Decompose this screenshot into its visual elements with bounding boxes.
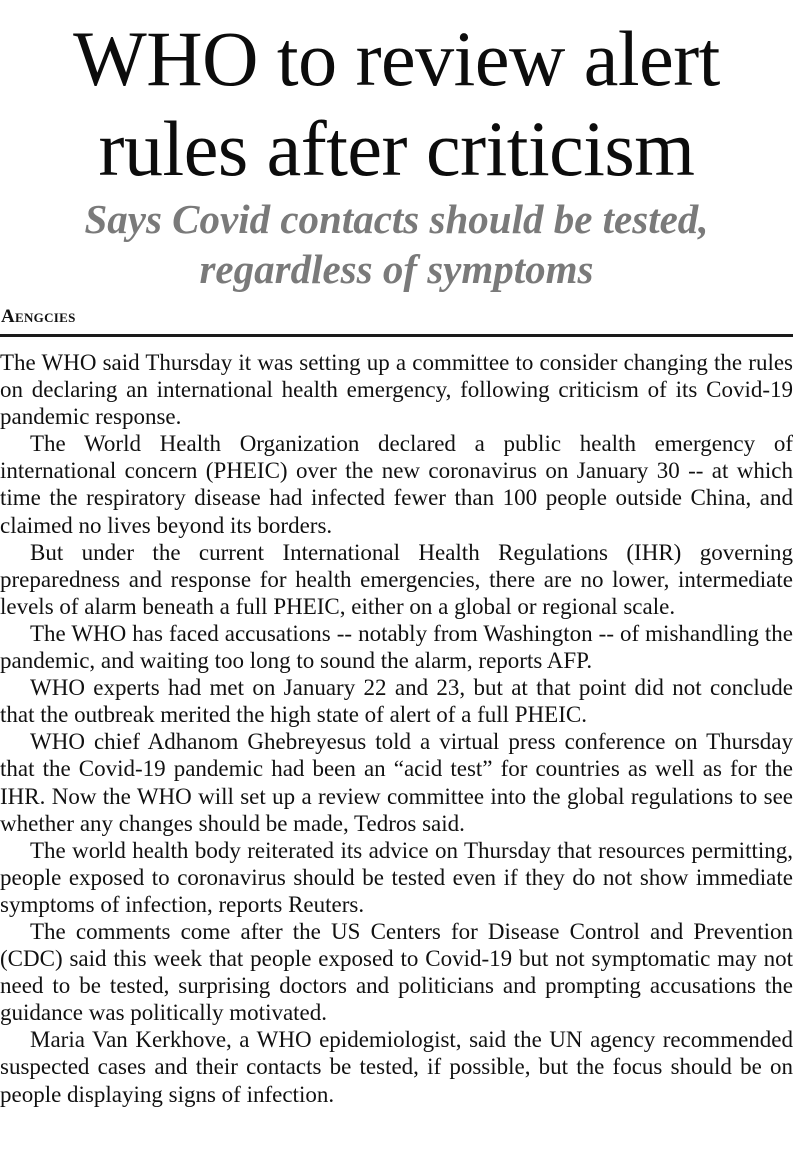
divider-rule	[0, 334, 793, 337]
body-paragraph: The WHO said Thursday it was setting up a committee to consider changing the rules on declaring an international health emergency, following criticism of its Covid-19 pandemic response.	[0, 350, 793, 430]
body-paragraph: The WHO has faced accusations -- notably from Washington -- of mishandling the pandemic, and waiting too long to sound the alarm, reports AFP.	[0, 620, 793, 674]
subheadline-line-2: regardless of symptoms	[199, 246, 594, 292]
byline: Aengcies	[1, 306, 76, 327]
body-paragraph: WHO chief Adhanom Ghebreyesus told a virtual press conference on Thursday that the Covid-19 pandemic had been an “acid test” for countries as well as for the IHR. Now the WHO will set up a review committee into the global regulations to see whether any changes should be made, Tedros said.	[0, 729, 793, 836]
headline-line-1: WHO to review alert	[73, 15, 720, 102]
headline-line-2: rules after criticism	[98, 105, 695, 192]
body-paragraph: Maria Van Kerkhove, a WHO epidemiologist, said the UN agency recommended suspected cases and their contacts be tested, if possible, but the focus should be on people displaying signs of infection.	[0, 1027, 793, 1107]
headline	[0, 0, 793, 194]
body-paragraph: The world health body reiterated its advice on Thursday that resources permitting, people exposed to coronavirus should be tested even if they do not show immediate symptoms of infection, reports Reuters.	[0, 837, 793, 917]
body-paragraph: WHO experts had met on January 22 and 23, but at that point did not conclude that the outbreak merited the high state of alert of a full PHEIC.	[0, 675, 793, 728]
subheadline-line-1: Says Covid contacts should be tested,	[84, 196, 709, 242]
subheadline	[0, 194, 793, 294]
body-paragraph: But under the current International Health Regulations (IHR) governing preparedness and response for health emergencies, there are no lower, intermediate levels of alarm beneath a full PHEIC, either on a global or regional scale.	[0, 539, 793, 619]
article-body	[0, 349, 793, 1108]
body-paragraph: The comments come after the US Centers for Disease Control and Prevention (CDC) said this week that people exposed to Covid-19 but not symptomatic may not need to be tested, surprising doctors and politicians and prompting accusations the guidance was politically motivated.	[0, 918, 793, 1026]
body-paragraph: The World Health Organization declared a public health emergency of international concern (PHEIC) over the new coronavirus on January 30 -- at which time the respiratory disease had infected fewer than 100 people outside China, and claimed no lives beyond its borders.	[0, 431, 793, 538]
